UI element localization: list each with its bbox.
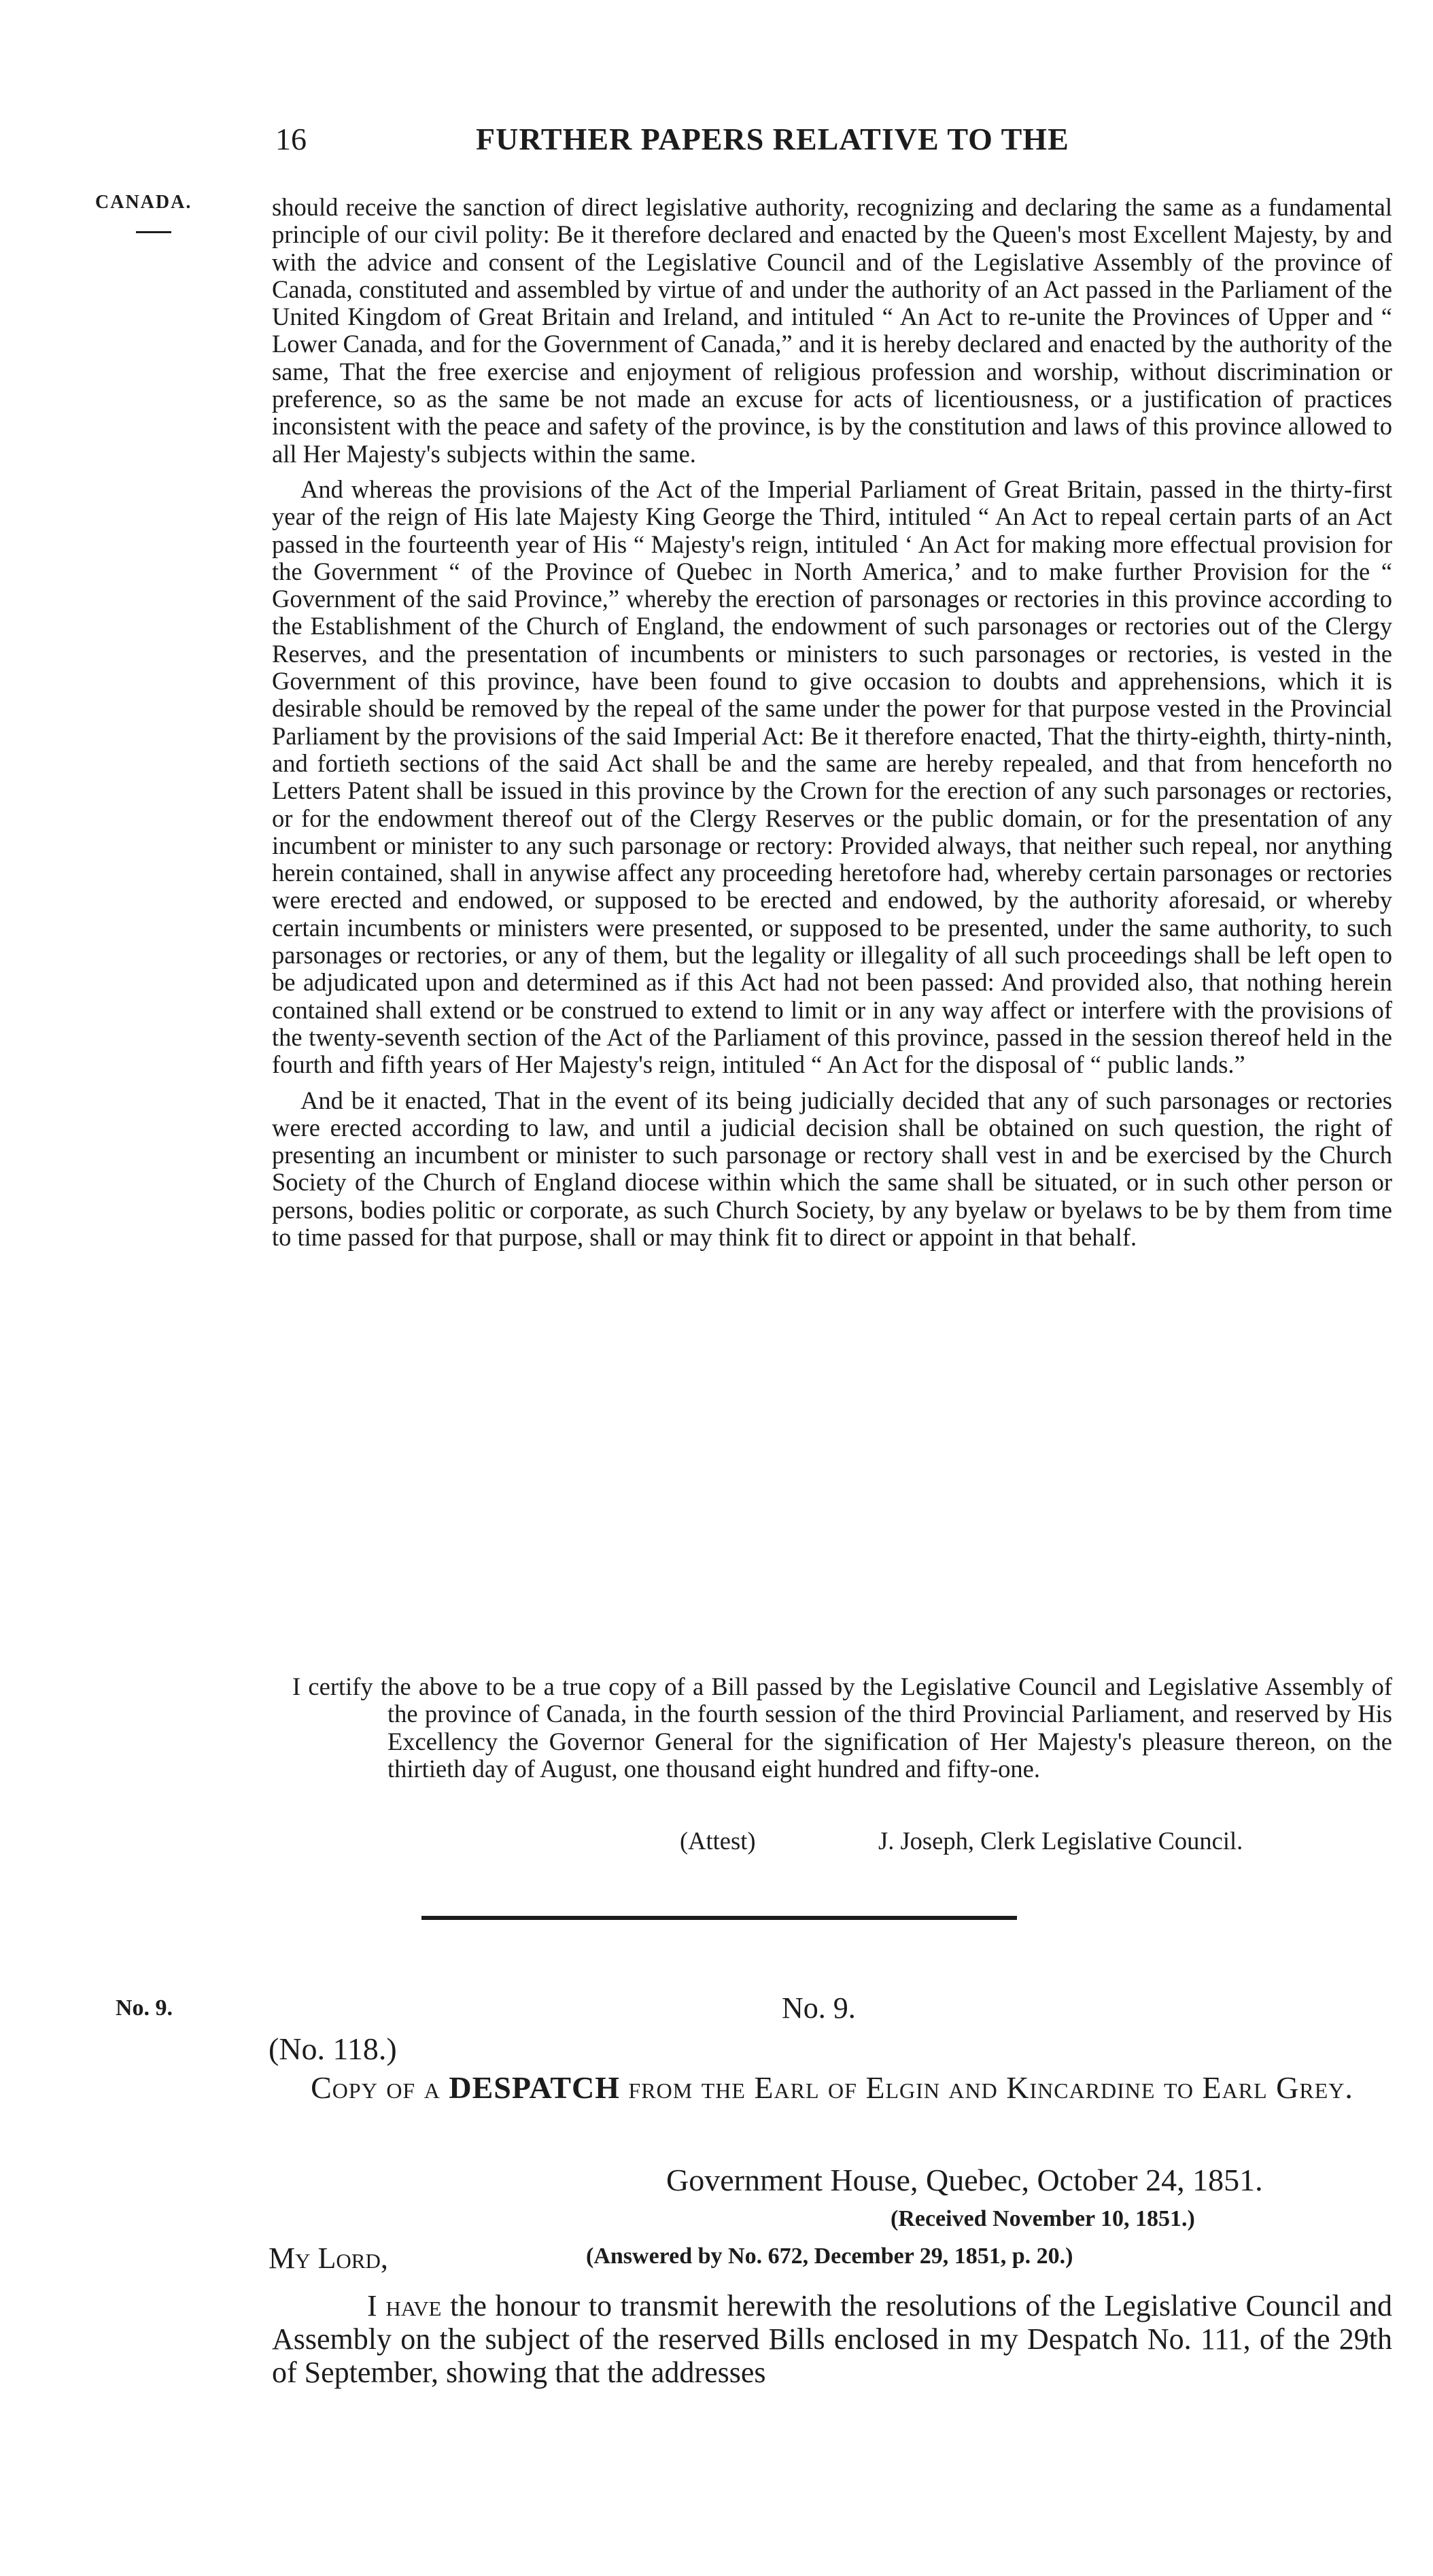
- paragraph-continuation: should receive the sanction of direct legislative authority, recognizing and declaring the same as a fundamental principle of our civil polity: Be it therefore declared and enacted by the Queen's most Excellent Majesty, by and with the advice and consent of the Legislative Council and of the Legislative Assembly of the province of Canada, constituted and assembled by virtue of and under the authority of an Act passed in the Parliament of the United Kingdom of Great Britain and Ireland, and intituled “ An Act to re-unite the Provinces of Upper and “ Lower Canada, and for the Government of Canada,” and it is hereby declared and enacted by the authority of the same, That the free exercise and enjoyment of religious profession and worship, without discrimination or preference, so as the same be not made an excuse for acts of licentiousness, or a justification of practices inconsistent with the peace and safety of the province, is by the constitution and laws of this province allowed to all Her Majesty's subjects within the same.: [272, 193, 1392, 468]
- title-main: DESPATCH: [449, 2070, 620, 2105]
- letter-opening-word: I have: [367, 2289, 442, 2322]
- section-divider: [421, 1916, 1017, 1920]
- certificate-text: I certify the above to be a true copy of a Bill passed by the Legislative Council and Legislative Assembly of the province of Canada, in the fourth session of the third Provincial Parliament, and reserved by His Excellency the Governor General for the signification of Her Majesty's pleasure thereon, on the thirtieth day of August, one thousand eight hundred and fifty-one.: [292, 1672, 1392, 1783]
- received-note: (Received November 10, 1851.): [891, 2206, 1195, 2231]
- despatch-reference: (No. 118.): [269, 2031, 397, 2066]
- letter-body: [272, 2289, 1392, 2389]
- clerk-signature: J. Joseph, Clerk Legislative Council.: [878, 1827, 1243, 1855]
- title-suffix: from the Earl of Elgin and Kincardine to Earl Grey.: [628, 2070, 1353, 2105]
- letter-paragraph: [272, 2289, 1392, 2389]
- page-number: 16: [275, 122, 307, 156]
- salutation: My Lord,: [269, 2242, 388, 2275]
- page-header: [0, 121, 1433, 162]
- paragraph-whereas: And whereas the provisions of the Act of the Imperial Parliament of Great Britain, passed in the thirty-first year of the reign of His late Majesty King George the Third, intituled “ An Act to repeal certain parts of an Act passed in the fourteenth year of His “ Majesty's reign, intituled ‘ An Act for making more effectual provision for the Government “ of the Province of Quebec in North America,’ and to make further Provision for the “ Government of the said Province,” whereby the erection of parsonages or rectories in this province according to the Establishment of the Church of England, the endowment of such parsonages or rectories out of the Clergy Reserves, and the presentation of incumbents or ministers to such parsonages or rectories, is vested in the Government of this province, have been found to give occasion to doubts and apprehensions, which it is desirable should be removed by the repeal of the same under the power for that purpose vested in the Provincial Parliament by the provisions of the said Imperial Act: Be it therefore enacted, That the thirty-eighth, thirty-ninth, and fortieth sections of the said Act shall be and the same are hereby repealed, and that from henceforth no Letters Patent shall be issued in this province by the Crown for the erection of any such parsonages or rectories, or for the endowment thereof out of the Clergy Reserves or the public domain, or for the presentation of any incumbent or minister to any such parsonage or rectory: Provided always, that neither such repeal, nor anything herein contained, shall in anywise affect any proceeding heretofore had, whereby certain parsonages or rectories were erected and endowed, or supposed to be erected and endowed, by the authority aforesaid, or whereby certain incumbents or ministers were presented, or supposed to be presented, under the same authority, to such parsonages or rectories, or any of them, but the legality or illegality of all such proceedings shall be left open to be adjudicated upon and determined as if this Act had not been passed: And provided also, that nothing herein contained shall extend or be construed to extend to limit or in any way affect or interfere with the provisions of the twenty-seventh section of the Act of the Parliament of this province, passed in the session thereof held in the fourth and fifth years of Her Majesty's reign, intituled “ An Act for the disposal of “ public lands.”: [272, 475, 1392, 1079]
- despatch-heading: No. 9.: [782, 1991, 856, 2025]
- answered-note: (Answered by No. 672, December 29, 1851, p. 20.): [586, 2244, 1073, 2269]
- despatch-title: [272, 2070, 1392, 2106]
- margin-label-canada: CANADA.: [95, 192, 192, 213]
- place-and-date: Government House, Quebec, October 24, 1851.: [666, 2163, 1263, 2197]
- bill-text: [272, 194, 1392, 1259]
- margin-divider: [136, 231, 171, 233]
- certificate: [272, 1673, 1392, 1783]
- attest-label: (Attest): [680, 1827, 756, 1855]
- running-title: FURTHER PAPERS RELATIVE TO THE: [476, 122, 1069, 156]
- paragraph-enacted: And be it enacted, That in the event of its being judicially decided that any of such parsonages or rectories were erected according to law, and until a judicial decision shall be obtained on such question, the right of presenting an incumbent or minister to such parsonage or rectory shall vest in and be exercised by the Church Society of the Church of England diocese within which the same shall be situated, or in such other person or persons, bodies politic or corporate, as such Church Society, by any byelaw or byelaws to be by them from time to time passed for that purpose, shall or may think fit to direct or appoint in that behalf.: [272, 1086, 1392, 1251]
- letter-text: the honour to transmit herewith the resolutions of the Legislative Council and Assembly on the subject of the reserved Bills enclosed in my Despatch No. 111, of the 29th of September, showing that the addresses: [272, 2289, 1392, 2389]
- margin-despatch-number: No. 9.: [116, 1995, 173, 2021]
- title-prefix: Copy of a: [311, 2070, 441, 2105]
